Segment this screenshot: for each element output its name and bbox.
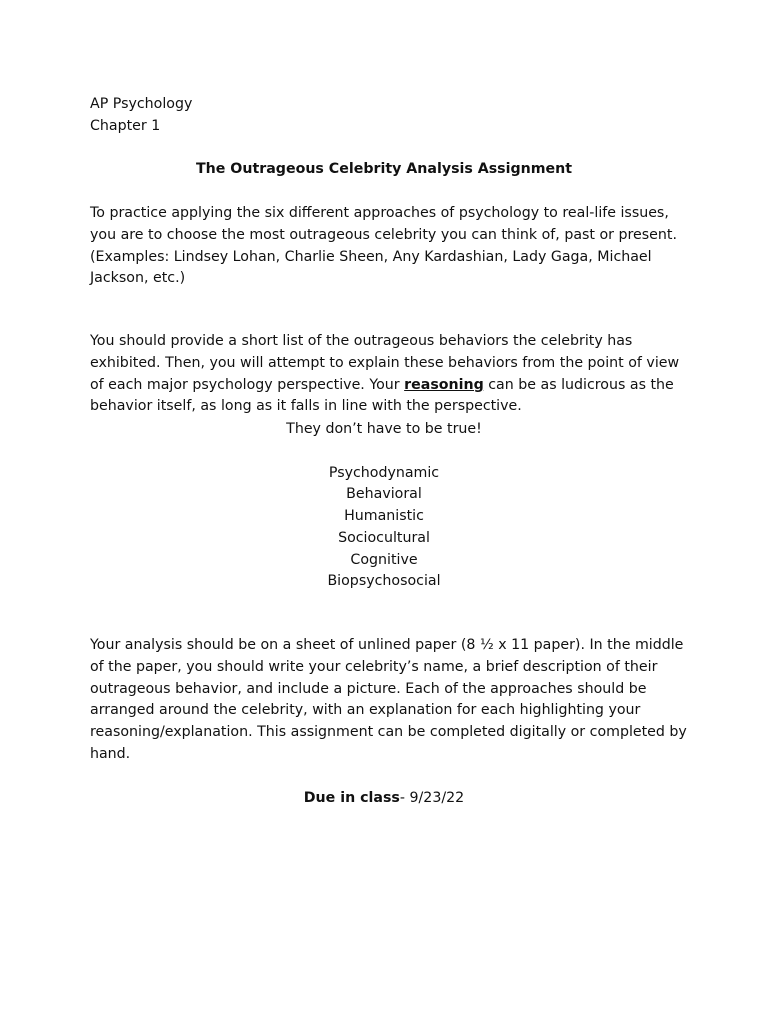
instructions-line: exhibited. Then, you will attempt to explain these behaviors from the point of view (90, 354, 680, 371)
analysis-paragraph (90, 635, 690, 766)
analysis-line: arranged around the celebrity, with an explanation for each highlighting your (90, 702, 641, 719)
due-date: 9/23/22 (409, 790, 465, 806)
intro-line: To practice applying the six different approaches of psychology to real-life issues, (90, 205, 669, 221)
perspective-item: Humanistic (344, 508, 424, 524)
intro-line: (Examples: Lindsey Lohan, Charlie Sheen, Any Kardashian, Lady Gaga, Michael (90, 248, 652, 265)
intro-paragraph (90, 203, 690, 290)
intro-line: you are to choose the most outrageous celebrity you can think of, past or present. (90, 226, 677, 243)
instructions-paragraph (90, 331, 690, 418)
reasoning-emphasis: reasoning (404, 376, 484, 393)
note-line: They don’t have to be true! (286, 421, 482, 437)
instructions-line: behavior itself, as long as it falls in line with the perspective. (90, 398, 522, 415)
analysis-line: hand. (90, 745, 131, 762)
instructions-line (90, 375, 690, 397)
perspective-item: Behavioral (346, 486, 422, 502)
assignment-title: The Outrageous Celebrity Analysis Assignment (195, 161, 573, 177)
perspective-item: Psychodynamic (328, 465, 440, 481)
intro-line: Jackson, etc.) (90, 270, 186, 287)
instructions-line-start: of each major psychology perspective. Your (90, 376, 405, 393)
due-date-line (0, 787, 768, 809)
instructions-line: You should provide a short list of the outrageous behaviors the celebrity has (90, 333, 633, 349)
due-separator: - (399, 790, 410, 806)
analysis-line: of the paper, you should write your celebrity’s name, a brief description of their (90, 658, 658, 675)
perspective-item: Biopsychosocial (327, 573, 441, 589)
analysis-line: Your analysis should be on a sheet of unlined paper (8 ½ x 11 paper). In the middle (90, 637, 684, 653)
perspective-item: Cognitive (350, 552, 418, 568)
perspective-item: Sociocultural (338, 530, 430, 546)
chapter-label: Chapter 1 (90, 118, 161, 134)
instructions-line-end: can be as ludicrous as the (483, 376, 674, 393)
analysis-line: reasoning/explanation. This assignment can be completed digitally or completed by (90, 724, 687, 741)
course-name: AP Psychology (90, 96, 193, 112)
due-label: Due in class (303, 790, 400, 806)
analysis-line: outrageous behavior, and include a picture. Each of the approaches should be (90, 680, 647, 697)
